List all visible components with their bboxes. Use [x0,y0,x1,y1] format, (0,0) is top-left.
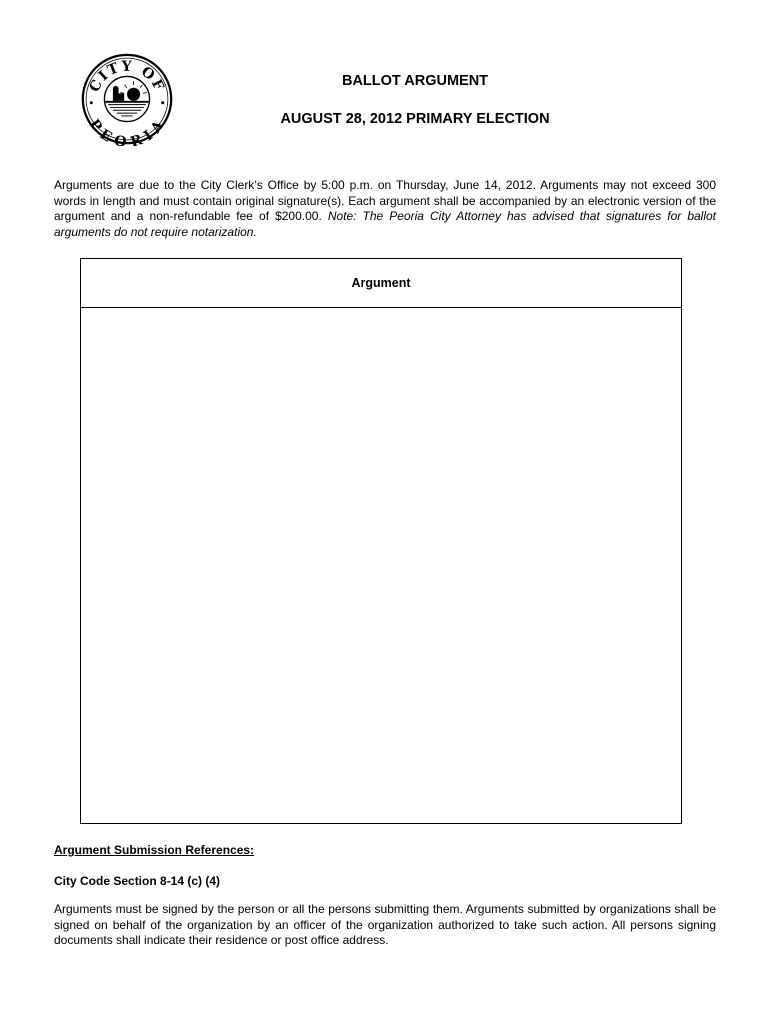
svg-text:CITY OF: CITY OF [86,58,168,95]
argument-header: Argument [81,259,681,308]
election-subtitle: AUGUST 28, 2012 PRIMARY ELECTION [280,111,550,127]
signature-requirements-text: Arguments must be signed by the person or all the persons submitting them. Arguments submitted by organizations shall be signed on behalf of the organization by an officer of the organization authorized to take such action. All persons signing documents shall indicate their residence or post office address. [54,902,716,947]
argument-box [80,258,682,824]
svg-text:PEORIA: PEORIA [85,116,169,146]
instructions-text: Arguments are due to the City Clerk’s Office by 5:00 p.m. on Thursday, June 14, 2012. Arguments may not exceed 300 words in length and must contain original signature(s). Each argument shall be accompanied by an electronic version of the argument and a non-refundable fee of $200.00. [54,178,716,223]
submission-instructions [54,178,716,240]
notarization-note: Note: The Peoria City Attorney has advised that signatures for ballot arguments do not require notarization. [54,209,717,239]
page-title: BALLOT ARGUMENT [341,73,489,89]
code-section-heading: City Code Section 8-14 (c) (4) [54,874,221,888]
city-of-peoria-seal-logo [80,52,174,146]
argument-entry-area[interactable] [81,308,681,823]
references-heading: Argument Submission References: [54,843,255,857]
